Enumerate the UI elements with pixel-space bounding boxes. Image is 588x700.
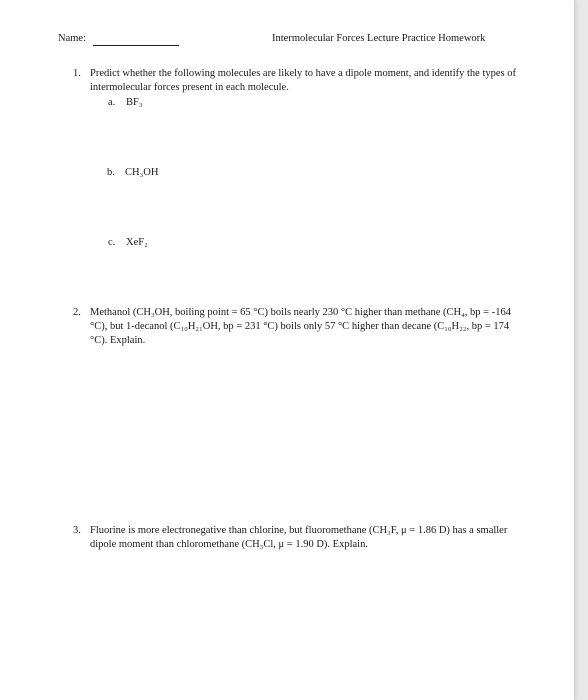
part-b-letter: b.	[107, 167, 115, 178]
part-a-letter: a.	[108, 97, 116, 108]
question-1-text: Predict whether the following molecules are likely to have a dipole moment, and identify the types of intermolecular forces present in each molecule.	[90, 68, 517, 93]
question-1-part-b	[107, 166, 158, 180]
name-blank-line	[93, 45, 179, 46]
document-title: Intermolecular Forces Lecture Practice Homework	[272, 33, 486, 44]
question-1-number: 1.	[73, 68, 81, 79]
part-a-molecule: BF₃	[126, 97, 143, 108]
question-2-number: 2.	[73, 307, 81, 318]
question-1-part-a	[108, 96, 143, 110]
question-2-text: Methanol (CH₃OH, boiling point = 65 °C) boils nearly 230 °C higher than methane (CH₄, bp = -164 °C), but 1-decanol (C₁₀H₂₁OH, bp = 231 °C) boils only 57 °C higher than decane (C₁₀H₂₂, bp = 174 °C). Explain.	[90, 307, 511, 346]
part-c-molecule: XeF₂	[126, 237, 148, 248]
name-label: Name:	[58, 33, 86, 44]
question-1-part-c	[108, 236, 148, 250]
part-c-letter: c.	[108, 237, 116, 248]
part-b-molecule: CH₃OH	[125, 167, 159, 178]
question-3-text: Fluorine is more electronegative than chlorine, but fluoromethane (CH₃F, μ = 1.86 D) has a smaller dipole moment than chloromethane (CH₃Cl, μ = 1.90 D). Explain.	[90, 525, 508, 550]
question-3-number: 3.	[73, 525, 81, 536]
